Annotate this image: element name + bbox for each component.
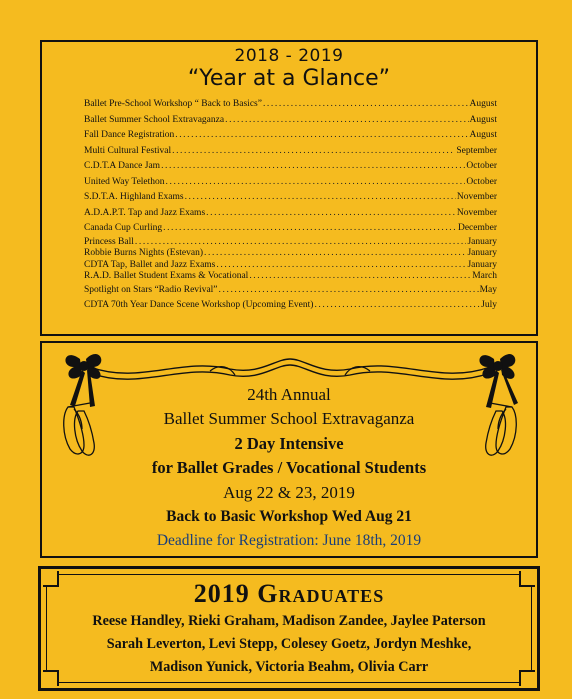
event-row [84,248,497,260]
dot-leader [249,271,471,283]
event-row [84,237,497,249]
graduates-title: 2019 Graduates [193,579,385,608]
event-row [84,206,497,222]
dot-leader [225,113,468,129]
event-row [84,113,497,129]
dot-leader [185,190,456,206]
event-row [84,271,497,283]
event-month: January [467,259,497,270]
event-name: C.D.T.A Dance Jam [84,161,161,171]
event-month: September [456,145,497,156]
event-name: Princess Ball [84,236,134,247]
dot-leader [206,206,456,222]
event-month: July [481,300,497,310]
graduates-line: Sarah Leverton, Levi Stepp, Colesey Goetz, Jordyn Meshke, [106,636,472,652]
event-row [84,128,497,144]
dot-leader [163,221,457,237]
event-row [84,97,497,113]
graduates-line: Madison Yunick, Victoria Beahm, Olivia Carr [149,659,429,675]
event-month: May [479,284,497,295]
dot-leader [135,237,467,249]
event-row [84,159,497,175]
event-name: Robbie Burns Nights (Estevan) [84,248,204,258]
summer-school-text [42,383,536,554]
graduates-panel [38,566,540,691]
graduates-line: Reese Handley, Rieki Graham, Madison Zandee, Jaylee Paterson [92,613,486,629]
event-month: August [469,99,497,109]
annual-label: 24th Annual [247,385,331,404]
dot-leader [166,175,466,191]
event-month: November [456,192,497,202]
event-name: Spotlight on Stars “Radio Revival” [84,284,218,295]
dot-leader [314,298,480,314]
event-name: R.A.D. Ballet Student Exams & Vocational [84,271,249,281]
event-dates: Aug 22 & 23, 2019 [223,482,355,502]
event-month: August [469,114,497,125]
year-at-a-glance-panel [40,40,538,336]
event-month: October [466,176,497,187]
registration-deadline: Deadline for Registration: June 18th, 2019 [156,532,422,550]
graduates-names [47,610,531,679]
event-name: Ballet Pre-School Workshop “ Back to Basics” [84,99,262,109]
event-month: November [456,207,497,218]
intensive-label: 2 Day Intensive [234,433,344,453]
season-year: 2018 - 2019 [234,46,344,66]
event-row [84,283,497,299]
event-row [84,221,497,237]
event-row [84,144,497,160]
event-name: Ballet Summer School Extravaganza [163,409,415,429]
dot-leader [161,159,465,175]
summer-school-panel [40,341,538,558]
dot-leader [219,283,479,299]
graduates-inner-frame [46,574,532,683]
event-month: March [472,271,497,281]
event-row [84,190,497,206]
event-name: CDTA 70th Year Dance Scene Workshop (Upcoming Event) [84,300,314,310]
event-name: Ballet Summer School Extravaganza [84,114,225,125]
event-name: Fall Dance Registration [84,130,175,140]
event-name: A.D.A.P.T. Tap and Jazz Exams [84,207,206,218]
event-row [84,298,497,314]
event-name: S.D.T.A. Highland Exams [84,192,184,202]
event-month: August [469,130,497,140]
audience-label: for Ballet Grades / Vocational Students [151,458,427,478]
event-month: October [466,161,497,171]
glance-title: “Year at a Glance” [187,66,391,91]
dot-leader [172,144,455,160]
event-list [84,97,497,314]
event-month: January [467,248,497,258]
event-month: December [457,223,497,233]
event-name: Canada Cup Curling [84,223,163,233]
dot-leader [175,128,468,144]
event-name: United Way Telethon [84,176,165,187]
workshop-date: Back to Basic Workshop Wed Aug 21 [166,507,412,525]
event-name: Multi Cultural Festival [84,145,172,156]
dot-leader [204,248,466,260]
dot-leader [263,97,469,113]
event-row [84,260,497,272]
event-month: January [467,236,497,247]
event-row [84,175,497,191]
event-name: CDTA Tap, Ballet and Jazz Exams [84,259,216,270]
dot-leader [216,260,466,272]
